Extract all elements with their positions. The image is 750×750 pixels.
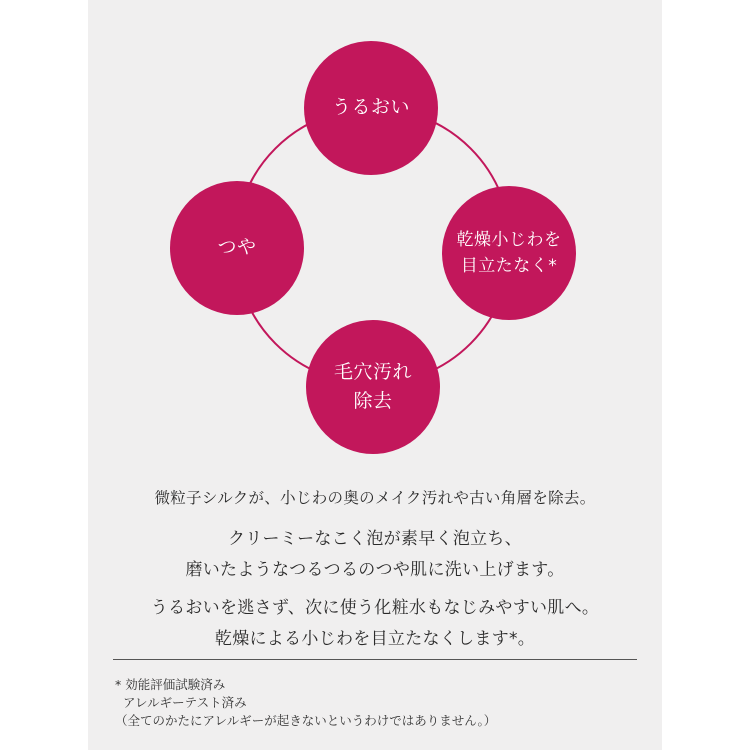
paragraph-moisture-line-2: 乾燥による小じわを目立たなくします*。 [214,629,536,649]
paragraph-foam-line-2: 磨いたようなつるつるのつや肌に洗い上げます。 [185,560,565,580]
footnote-line-3: （全てのかたにアレルギーが起きないというわけではありません。） [115,713,497,728]
footnotes [115,676,655,730]
benefit-wrinkle-bubble: 乾燥小じわを 目立たなく* [442,186,576,320]
footnote-line-1: * 効能評価試験済み [115,677,226,692]
benefit-moisture-bubble: うるおい [304,41,438,175]
footnote-divider [113,659,637,660]
benefit-gloss-bubble: つや [170,181,304,315]
paragraph-moisture-line-1: うるおいを逃さず、次に使う化粧水もなじみやすい肌へ。 [150,598,600,618]
paragraph-moisture [88,593,662,655]
lead-text: 微粒子シルクが、小じわの奥のメイク汚れや古い角層を除去。 [154,489,596,507]
footnote-line-2: アレルギーテスト済み [115,695,247,710]
benefit-pore-bubble: 毛穴汚れ 除去 [306,320,440,454]
paragraph-foam-line-1: クリーミーなこく泡が素早く泡立ち、 [227,529,523,549]
paragraph-foam [88,524,662,586]
